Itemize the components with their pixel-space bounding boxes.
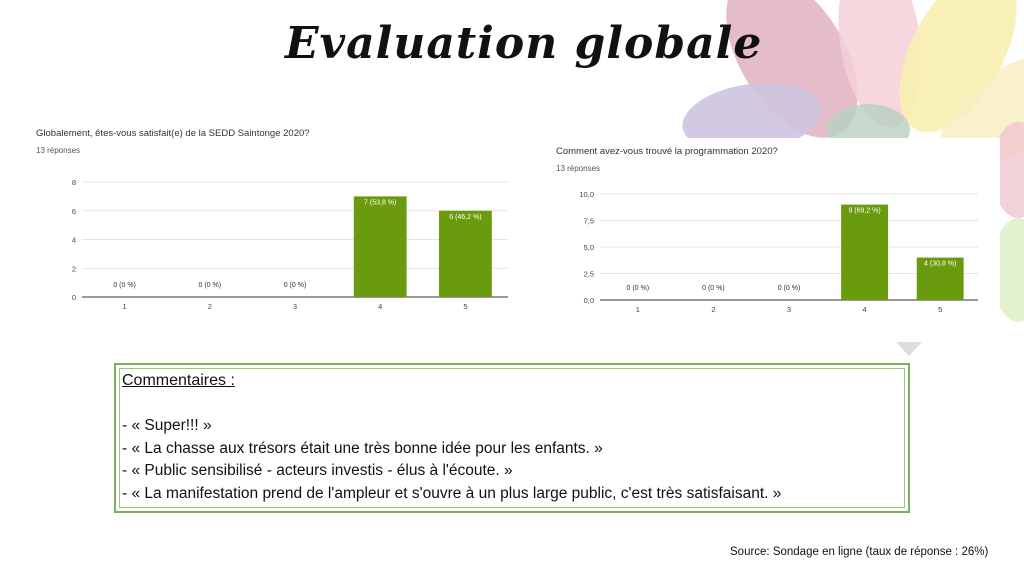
comment-item: - « La manifestation prend de l'ampleur et s'ouvre à un plus large public, c'est très satisfaisant. » [122, 484, 782, 502]
comments-heading: Commentaires : [122, 372, 235, 389]
x-tick-label: 2 [207, 302, 212, 311]
x-tick-label: 4 [862, 305, 867, 314]
comment-item: - « Public sensibilisé - acteurs investis - élus à l'écoute. » [122, 462, 513, 479]
data-label: 0 (0 %) [702, 285, 725, 292]
programming-chart [550, 138, 1000, 320]
bar-4 [841, 205, 888, 300]
y-tick-label: 10,0 [579, 190, 594, 199]
x-tick-label: 5 [463, 302, 468, 311]
source-note: Source: Sondage en ligne (taux de réponse : 26%) [730, 546, 989, 558]
y-tick-label: 7,5 [583, 216, 594, 226]
satisfaction-chart [30, 124, 520, 320]
data-label: 0 (0 %) [283, 282, 307, 289]
chart-response-count: 13 réponses [36, 146, 81, 155]
y-tick-label: 4 [71, 235, 76, 245]
data-label: 9 (69,2 %) [848, 207, 881, 215]
chart-plot-area [30, 124, 520, 320]
y-tick-label: 8 [71, 178, 76, 187]
y-tick-label: 0,0 [583, 296, 594, 305]
y-tick-label: 6 [71, 206, 76, 216]
chart-title: Globalement, êtes-vous satisfait(e) de la SEDD Saintonge 2020? [36, 128, 310, 139]
y-tick-label: 0 [71, 293, 76, 302]
x-tick-label: 5 [938, 305, 943, 314]
y-tick-label: 2,5 [583, 269, 594, 279]
data-label: 4 (30,8 %) [924, 260, 957, 268]
x-tick-label: 4 [378, 302, 383, 311]
data-label: 0 (0 %) [113, 282, 136, 289]
bar-5 [439, 211, 492, 297]
data-label: 0 (0 %) [777, 285, 801, 292]
x-tick-label: 1 [122, 302, 127, 311]
y-tick-label: 2 [71, 264, 76, 274]
x-tick-label: 3 [292, 302, 298, 311]
chart-response-count: 13 réponses [556, 164, 601, 173]
comments-list [122, 415, 781, 505]
data-label: 7 (53,8 %) [364, 199, 397, 207]
comment-item: - « Super!!! » [122, 417, 212, 434]
comments-box [114, 363, 910, 513]
x-tick-label: 1 [635, 305, 640, 314]
slide-title: Evaluation globale [285, 18, 763, 69]
comment-item: - « La chasse aux trésors était une très bonne idée pour les enfants. » [122, 439, 603, 457]
chart-plot-area [550, 138, 1000, 320]
y-tick-label: 5,0 [583, 243, 594, 252]
chart-title: Comment avez-vous trouvé la programmation 2020? [556, 146, 778, 157]
data-label: 0 (0 %) [626, 285, 650, 292]
data-label: 0 (0 %) [198, 282, 222, 289]
data-label: 6 (46,2 %) [449, 213, 482, 221]
x-tick-label: 3 [786, 305, 792, 314]
bar-4 [354, 196, 407, 297]
x-tick-label: 2 [711, 305, 716, 314]
